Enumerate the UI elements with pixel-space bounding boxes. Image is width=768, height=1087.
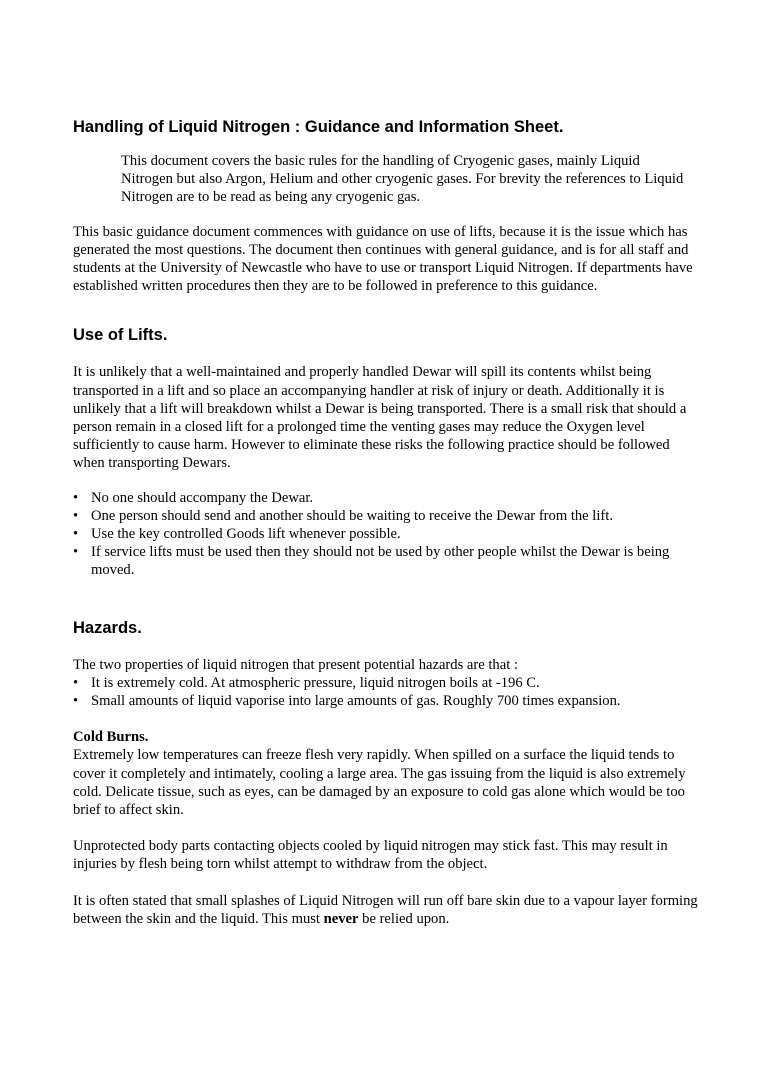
bullet-icon: • [73,544,79,561]
cold-burns-text-before: It is often stated that small splashes of Liquid Nitrogen will run off bare skin due to a vapour layer forming between the skin and the liquid. This must [73,892,698,927]
list-item-text: No one should accompany the Dewar. [91,489,314,506]
bullet-icon: • [73,507,79,524]
list-item [73,692,701,710]
cold-burns-paragraph-1: Extremely low temperatures can freeze flesh very rapidly. When spilled on a surface the liquid tends to cover it completely and intimately, cooling a large area. The gas issuing from the liquid is also extremely cold. Delicate tissue, such as eyes, can be damaged by an exposure to cold gas alone which would be too brief to affect skin. [73,747,686,819]
list-item [73,674,701,692]
hazards-intro: The two properties of liquid nitrogen that present potential hazards are that : [73,656,518,673]
list-item-text: If service lifts must be used then they should not be used by other people whilst the Dewar is being moved. [91,544,670,579]
bullet-icon: • [73,693,79,710]
document-title: Handling of Liquid Nitrogen : Guidance and Information Sheet. [73,118,564,136]
list-item [73,489,701,507]
bullet-icon: • [73,674,79,691]
list-item [73,543,701,579]
hazards-heading: Hazards. [73,618,142,637]
bullet-icon: • [73,526,79,543]
intro-paragraph: This document covers the basic rules for the handling of Cryogenic gases, mainly Liquid Nitrogen but also Argon, Helium and other cryogenic gases. For brevity the references to Liquid Nitrogen are to be read as being any cryogenic gas. [121,153,684,206]
bullet-icon: • [73,489,79,506]
emphasis-never: never [323,910,359,927]
hazards-section [73,618,701,928]
list-item [73,525,701,543]
list-item-text: One person should send and another should be waiting to receive the Dewar from the lift. [91,507,613,524]
list-item [73,507,701,525]
hazards-bullet-list [73,674,701,710]
list-item-text: Use the key controlled Goods lift whenever possible. [91,526,401,543]
lifts-heading: Use of Lifts. [73,326,168,345]
cold-burns-paragraph-3 [73,892,701,928]
cold-burns-paragraph-2: Unprotected body parts contacting objects cooled by liquid nitrogen may stick fast. This may result in injuries by flesh being torn whilst attempt to withdraw from the object. [73,838,668,873]
lifts-paragraph: It is unlikely that a well-maintained and properly handled Dewar will spill its contents whilst being transported in a lift and so place an accompanying handler at risk of injury or death. Additionally it is unlikely that a lift will breakdown whilst a Dewar is being transported. There is a small risk that should a person remain in a closed lift for a prolonged time the venting gases may reduce the Oxygen level sufficiently to cause harm. However to eliminate these risks the following practice should be followed when transporting Dewars. [73,364,687,472]
cold-burns-heading: Cold Burns. [73,729,149,746]
list-item-text: Small amounts of liquid vaporise into large amounts of gas. Roughly 700 times expansion. [91,693,621,710]
cold-burns-text-after: be relied upon. [358,910,450,927]
document-page [73,117,701,928]
lifts-section [73,325,701,579]
overview-paragraph: This basic guidance document commences with guidance on use of lifts, because it is the issue which has generated the most questions. The document then continues with general guidance, and is for all staff and students at the University of Newcastle who have to use or transport Liquid Nitrogen. If departments have established written procedures then they are to be followed in preference to this guidance. [73,223,693,295]
lifts-bullet-list [73,489,701,580]
list-item-text: It is extremely cold. At atmospheric pressure, liquid nitrogen boils at -196 C. [91,674,540,691]
